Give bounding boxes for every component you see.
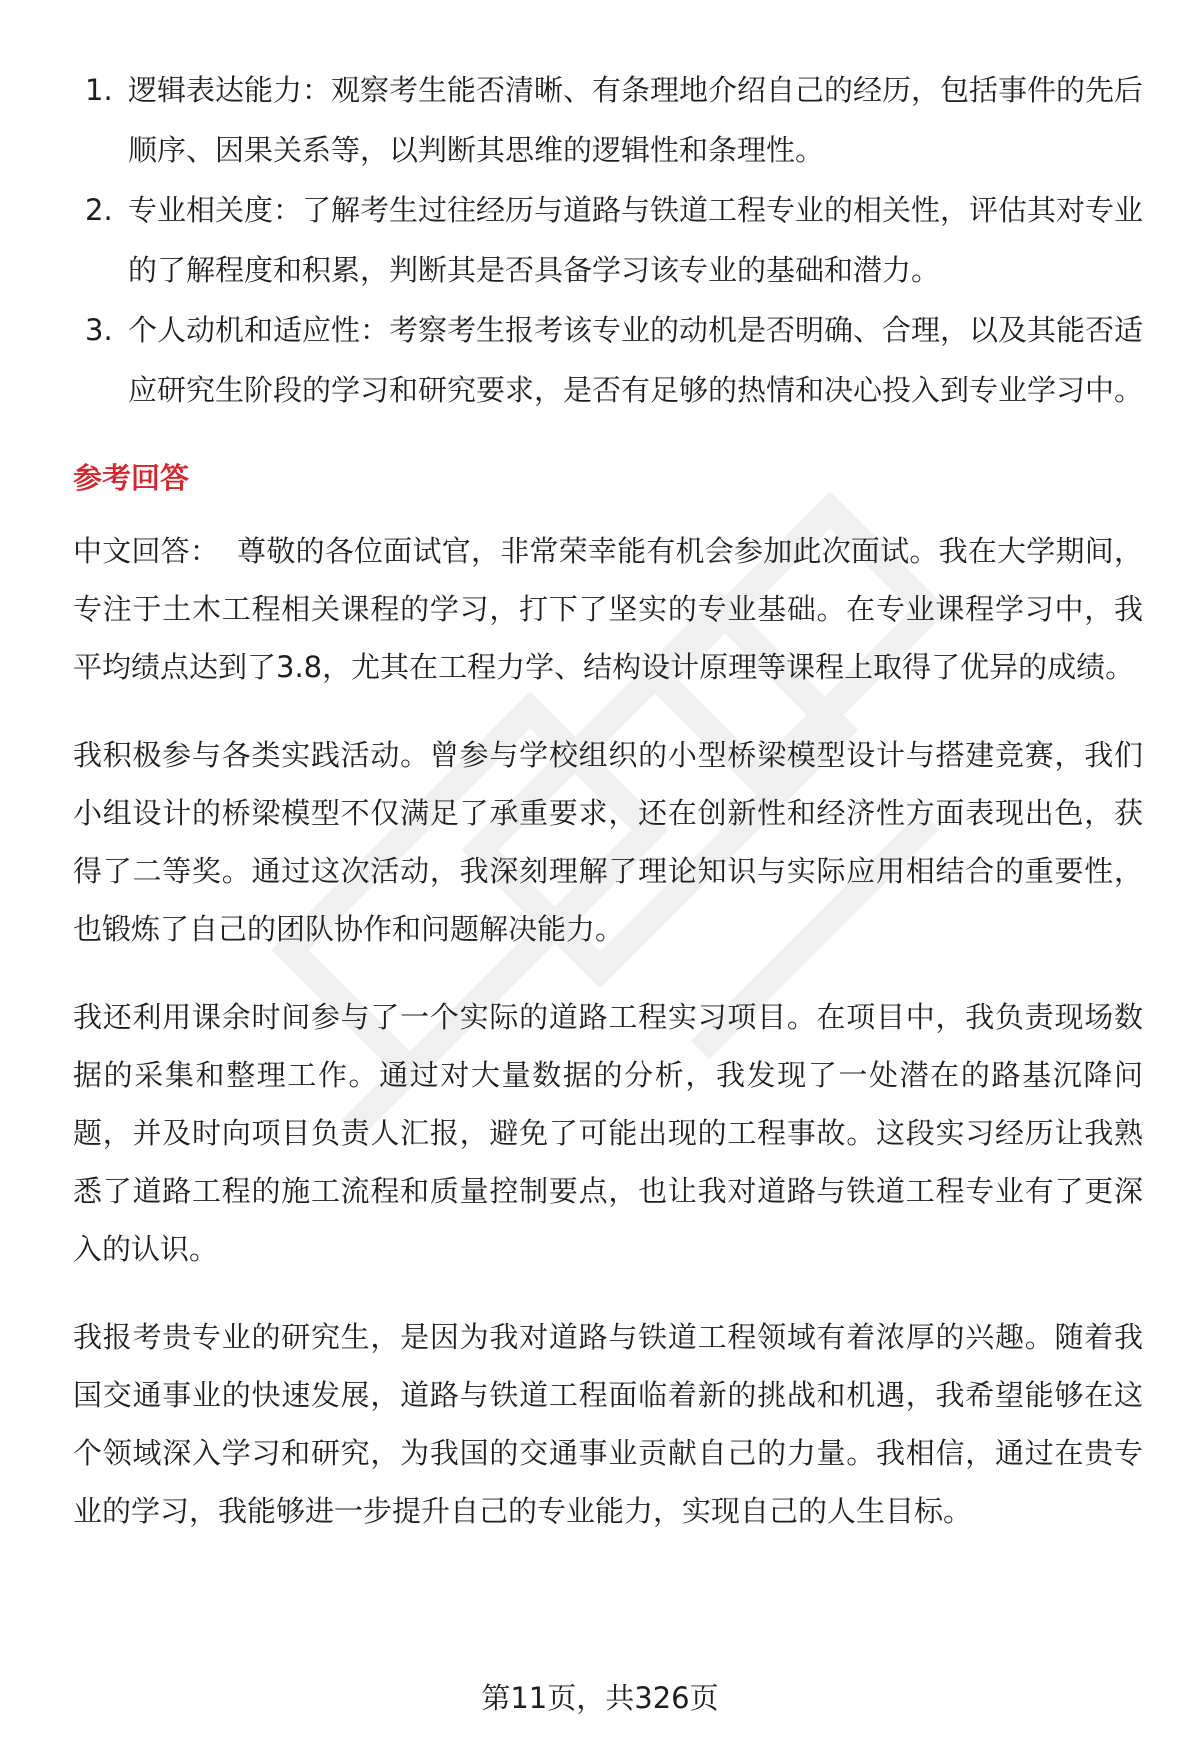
list-number: 2.: [85, 193, 113, 227]
list-item-text: 逻辑表达能力：观察考生能否清晰、有条理地介绍自己的经历，包括事件的先后顺序、因果关系等，以判断其思维的逻辑性和条理性。: [128, 73, 1144, 167]
list-item: [73, 180, 1143, 300]
list-item: [73, 300, 1143, 420]
list-number: 3.: [85, 313, 113, 347]
answer-paragraph: 我报考贵专业的研究生，是因为我对道路与铁道工程领域有着浓厚的兴趣。随着我国交通事业的快速发展，道路与铁道工程面临着新的挑战和机遇，我希望能够在这个领域深入学习和研究，为我国的交通事业贡献自己的力量。我相信，通过在贵专业的学习，我能够进一步提升自己的专业能力，实现自己的人生目标。: [73, 1320, 1143, 1528]
answer-paragraph: 我积极参与各类实践活动。曾参与学校组织的小型桥梁模型设计与搭建竞赛，我们小组设计的桥梁模型不仅满足了承重要求，还在创新性和经济性方面表现出色，获得了二等奖。通过这次活动，我深刻理解了理论知识与实际应用相结合的重要性，也锻炼了自己的团队协作和问题解决能力。: [73, 738, 1143, 946]
section-title: 参考回答: [73, 461, 190, 495]
answer-lead: 中文回答：: [73, 534, 220, 568]
answer-paragraph-text: 尊敬的各位面试官，非常荣幸能有机会参加此次面试。我在大学期间，专注于土木工程相关课程的学习，打下了坚实的专业基础。在专业课程学习中，我平均绩点达到了3.8，尤其在工程力学、结构设计原理等课程上取得了优异的成绩。: [73, 534, 1143, 684]
list-number: 1.: [85, 73, 113, 107]
answer-paragraph: 我还利用课余时间参与了一个实际的道路工程实习项目。在项目中，我负责现场数据的采集和整理工作。通过对大量数据的分析，我发现了一处潜在的路基沉降问题，并及时向项目负责人汇报，避免了可能出现的工程事故。这段实习经历让我熟悉了道路工程的施工流程和质量控制要点，也让我对道路与铁道工程专业有了更深入的认识。: [73, 1000, 1143, 1266]
list-item-text: 专业相关度：了解考生过往经历与道路与铁道工程专业的相关性，评估其对专业的了解程度和积累，判断其是否具备学习该专业的基础和潜力。: [128, 193, 1144, 287]
page-number-footer: 第11页，共326页: [481, 1681, 719, 1715]
list-item: [73, 60, 1143, 180]
list-item-text: 个人动机和适应性：考察考生报考该专业的动机是否明确、合理，以及其能否适应研究生阶段的学习和研究要求，是否有足够的热情和决心投入到专业学习中。: [128, 313, 1144, 407]
page-content: [73, 60, 1143, 1570]
answer-paragraph: [73, 522, 1143, 696]
assessment-list: [73, 60, 1143, 420]
